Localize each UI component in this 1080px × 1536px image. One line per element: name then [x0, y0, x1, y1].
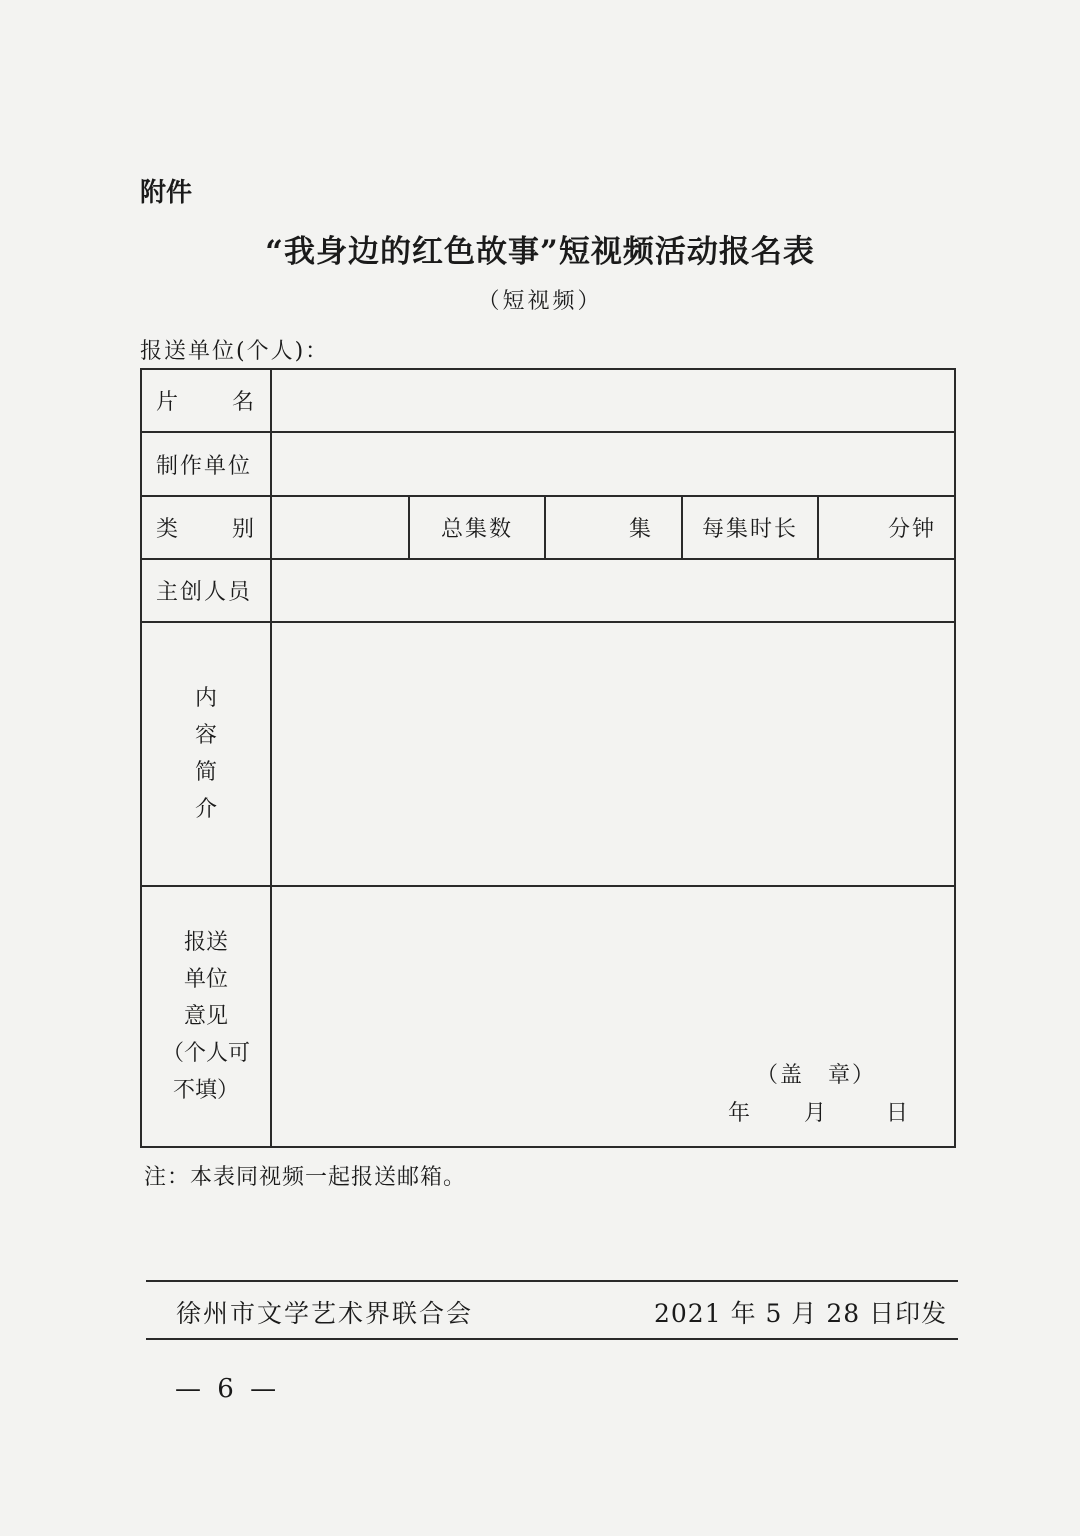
registration-form-table [140, 368, 956, 1148]
issue-date: 2021 年 5 月 28 日印发 [654, 1299, 948, 1328]
footer-rule-bottom [146, 1338, 958, 1340]
summary-field[interactable] [272, 623, 954, 885]
date-year: 年 [728, 1101, 751, 1126]
form-title: “我身边的红色故事”短视频活动报名表 [265, 234, 815, 270]
producer-field[interactable] [272, 433, 954, 495]
creators-field[interactable] [272, 560, 954, 621]
minutes-unit: 分钟 [887, 517, 936, 542]
total-episodes-field[interactable] [546, 497, 681, 558]
episode-length-label: 每集时长 [701, 517, 798, 542]
date-day: 日 [886, 1101, 909, 1126]
opinion-field[interactable] [272, 887, 954, 1146]
category-field[interactable] [272, 497, 408, 558]
episodes-unit: 集 [628, 517, 651, 542]
creators-label: 主创人员 [156, 580, 253, 605]
issuer-name: 徐州市文学艺术界联合会 [176, 1299, 474, 1328]
film-name-field[interactable] [272, 370, 954, 431]
form-note: 注：本表同视频一起报送邮箱。 [144, 1165, 467, 1190]
submitting-unit-label: 报送单位(个人)： [140, 339, 330, 364]
page-number: — 6 — [175, 1374, 281, 1404]
total-episodes-label: 总集数 [440, 517, 513, 542]
attachment-label: 附件 [140, 178, 193, 208]
form-subtitle: （短视频） [477, 289, 603, 314]
summary-label: 内 容 简 介 [194, 686, 217, 822]
category-label: 类 别 [156, 517, 254, 542]
date-month: 月 [804, 1101, 827, 1126]
film-name-label: 片 名 [156, 390, 254, 415]
episode-length-field[interactable] [819, 497, 954, 558]
opinion-label: 报送 单位 意见 （个人可 不填） [161, 930, 250, 1103]
footer-rule-top [146, 1280, 958, 1282]
seal-placeholder: （盖 章） [756, 1063, 877, 1088]
producer-label: 制作单位 [156, 453, 253, 479]
